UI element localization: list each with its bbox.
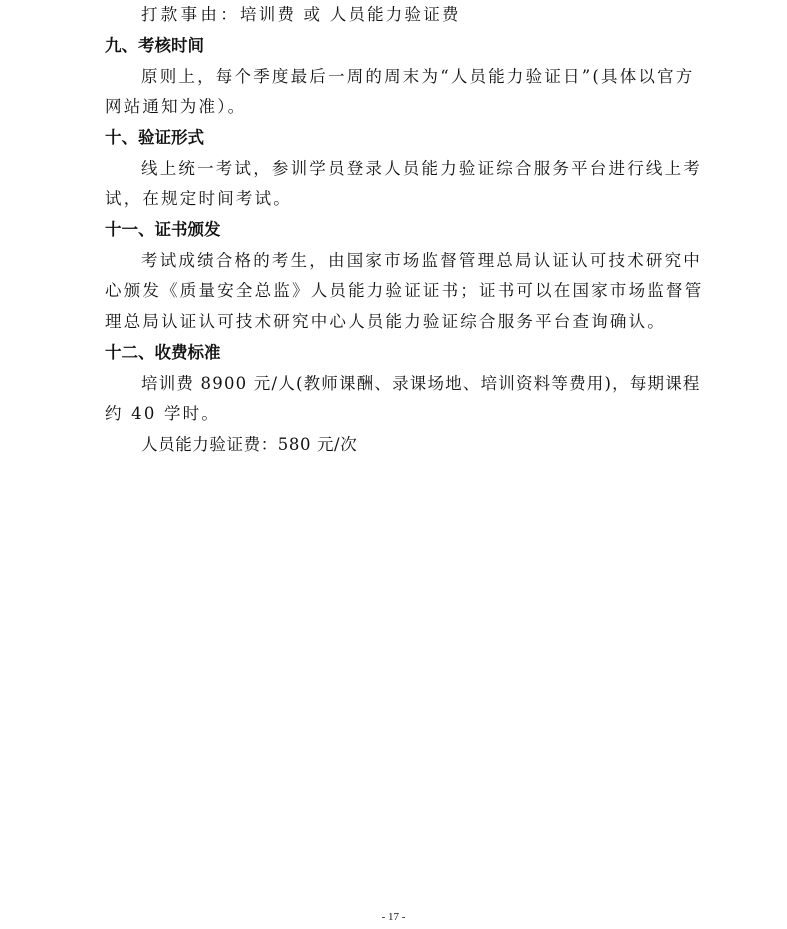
payment-note-label: 打款事由： xyxy=(141,5,240,24)
paragraph-line: 培训费 8900 元/人(教师课酬、录课场地、培训资料等费用)，每期课程 xyxy=(141,374,701,393)
section-heading-verification-form: 十、验证形式 xyxy=(105,128,204,147)
paragraph-line: 心颁发《质量安全总监》人员能力验证证书；证书可以在国家市场监督管 xyxy=(105,281,704,300)
paragraph-line: 人员能力验证费：580 元/次 xyxy=(141,435,358,454)
section-heading-assessment-time: 九、考核时间 xyxy=(105,36,204,55)
paragraph-line: 试，在规定时间考试。 xyxy=(105,189,292,208)
section-heading-fee-standard: 十二、收费标准 xyxy=(105,343,221,362)
payment-note xyxy=(141,5,741,25)
payment-note-value: 培训费 或 人员能力验证费 xyxy=(240,5,461,24)
paragraph-line: 理总局认证认可技术研究中心人员能力验证综合服务平台查询确认。 xyxy=(105,312,666,331)
paragraph-line: 网站通知为准）。 xyxy=(105,97,247,116)
paragraph-line: 考试成绩合格的考生，由国家市场监督管理总局认证认可技术研究中 xyxy=(141,251,702,270)
section-heading-certificate-issuance: 十一、证书颁发 xyxy=(105,220,221,239)
paragraph-line: 线上统一考试，参训学员登录人员能力验证综合服务平台进行线上考 xyxy=(141,159,702,178)
paragraph-line: 原则上，每个季度最后一周的周末为“人员能力验证日”(具体以官方 xyxy=(141,67,695,86)
paragraph-line: 约 40 学时。 xyxy=(105,404,221,423)
page-number: - 17 - xyxy=(381,911,406,923)
